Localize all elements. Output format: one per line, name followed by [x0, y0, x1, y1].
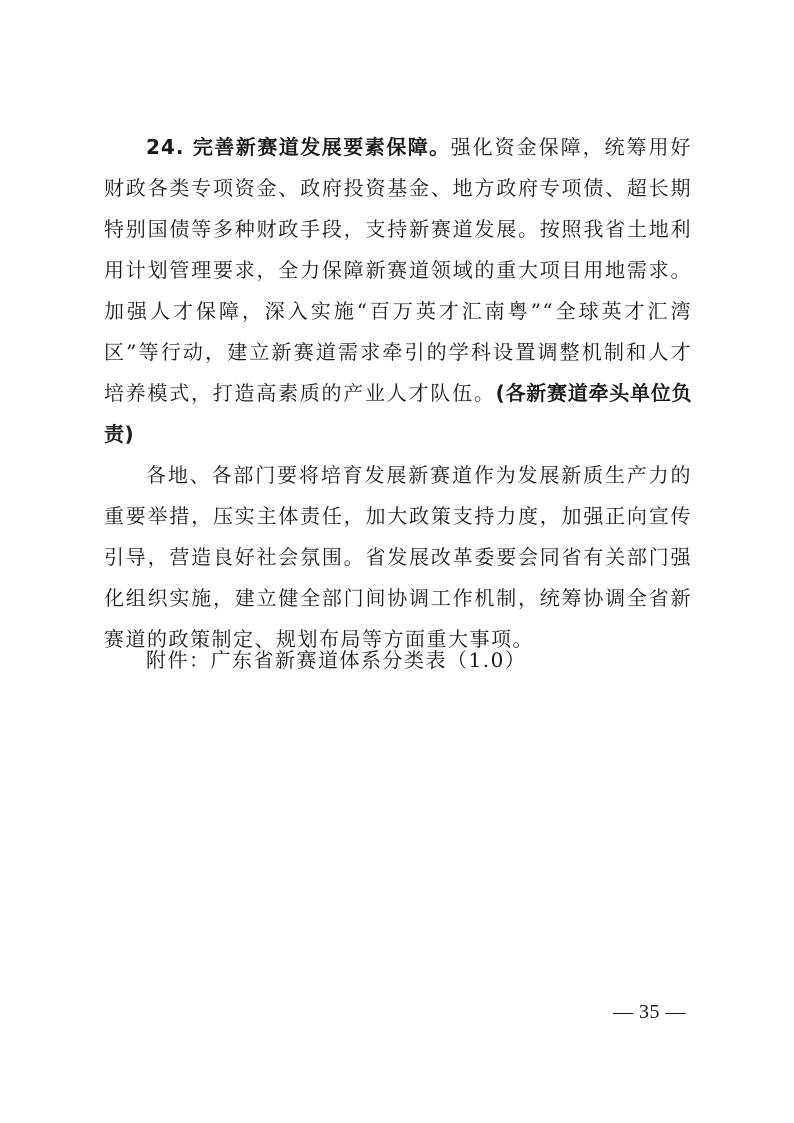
item-body-text: 强化资金保障，统筹用好财政各类专项资金、政府投资基金、地方政府专项债、超长期特别国债等多种财政手段，支持新赛道发展。按照我省土地利用计划管理要求，全力保障新赛道领域的重大项目用地需求。加强人才保障，深入实施“百万英才汇南粤”“全球英才汇湾区”等行动，建立新赛道需求牵引的学科设置调整机制和人才培养模式，打造高素质的产业人才队伍。: [104, 135, 692, 405]
paragraph-item-24: [104, 127, 692, 455]
paragraph-implementation: [104, 455, 692, 660]
responsible-units: (各新赛道牵头单位负责): [104, 381, 693, 446]
page-number: — 35 —: [613, 1001, 686, 1023]
implementation-text: 各地、各部门要将培育发展新赛道作为发展新质生产力的重要举措，压实主体责任，加大政策支持力度，加强正向宣传引导，营造良好社会氛围。省发展改革委要会同省有关部门强化组织实施，建立健全部门间协调工作机制，统筹协调全省新赛道的政策制定、规划布局等方面重大事项。: [104, 463, 692, 651]
item-heading: 24. 完善新赛道发展要素保障。: [146, 135, 451, 159]
document-body: [104, 127, 692, 660]
attachment-note: 附件：广东省新赛道体系分类表（1.0）: [146, 648, 527, 672]
